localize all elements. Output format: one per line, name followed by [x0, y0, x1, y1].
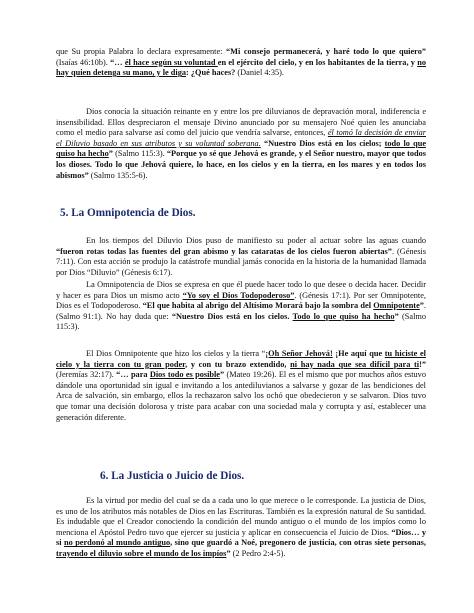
- quote-close: ”: [220, 370, 225, 380]
- quote-salmo-115: “Nuestro Dios está en los cielos;: [260, 138, 385, 148]
- quote-underlined: tu hiciste el cielo y la tierra con tu gran poder: [56, 349, 426, 369]
- text-run: (Mateo 19:26). El es el mismo que por muchos años estuvo dándole una oportunidad sin igual e invitando a los antediluvianos a salvarse y gozar de las bendiciones del Arca de salvación, sin embargo, ellos la rechazaron salvo los ochó que obedecieron y se salvaron. Dios tuvo que tomar una decisión dolorosa y triste para acabar con una sociedad mala y corrupta y así, establecer una generación diferente.: [56, 370, 426, 422]
- quote-salmo-135: “Porque yo sé que Jehová es grande, y el Señor nuestro, mayor que todos los dioses. Todo lo que Jehová quiere, lo hace, en los cielos y en la tierra, en los mares y en todos los abismos”: [56, 149, 426, 180]
- reference-daniel: (Daniel 4:35).: [235, 68, 284, 78]
- quote-underlined: trayendo el diluvio sobre el mundo de los impíos: [56, 548, 227, 558]
- text-run: Es la virtud por medio del cual se da a cada uno lo que merece o le corresponde. La justicia de Dios, es uno de los atributos más notables de Dios en las Escrituras. También es la expresión natural de Su santidad. Es indudable que el Creador conociendo la condición del mundo antiguo o el mundo de los impíos como lo menciona el Apóstol Pedro tuvo que ejercer su justicia y aplicar en consecuencia el Juicio de Dios.: [56, 496, 426, 537]
- reference-isaias: (Isaías 46:10b).: [56, 57, 111, 67]
- text-run: que Su propia Palabra lo declara expresamente:: [56, 47, 227, 56]
- reference-salmo-115: (Salmo 115:3).: [112, 149, 167, 159]
- quote-close: ”: [394, 311, 399, 321]
- paragraph-dios-omnipotente: [56, 349, 426, 423]
- text-run: . (Salmo 91:1). No hay duda que:: [56, 301, 426, 321]
- quote-underlined: todo lo que quiso ha hecho: [56, 138, 427, 159]
- text-run: . (Génesis 7:11). Con esta acción se produjo la catástrofe mundial jamás conocida en la historia de la humanidad llamada por Dios “Diluvio” (Génesis 6:17).: [56, 246, 426, 277]
- quote-salmo-91: “El que habita al abrigo del Altísimo Morará bajo la sombra del: [142, 301, 374, 311]
- quote-underlined: él hace según su voluntad: [124, 57, 218, 67]
- quote-underlined: Todo lo que quiso ha hecho: [292, 311, 395, 321]
- paragraph-diluvio-poder: [56, 236, 426, 278]
- quote-isaias: “Mi consejo permanecerá, y haré todo lo que quiero”: [226, 47, 426, 56]
- quote-pedro: “Dios… y si: [56, 527, 426, 548]
- section-heading-6: 6. La Justicia o Juicio de Dios.: [100, 470, 245, 482]
- quote-underlined: Omnipotente: [373, 301, 420, 311]
- quote-underlined: no perdonó al mundo antiguo: [63, 538, 171, 548]
- reference-salmo-115: (Salmo 115:3).: [56, 311, 427, 332]
- paragraph-noe: [56, 107, 426, 181]
- quote-salmo-115: “Nuestro Dios está en los cielos.: [171, 311, 293, 321]
- quote-underlined: ¡Oh Señor Jehová!: [265, 349, 333, 358]
- quote-jeremias: , y con tu brazo extendido,: [185, 359, 291, 369]
- text-run: El Dios Omnipotente que hizo los cielos y la tierra “: [86, 349, 266, 358]
- quote-mateo: “… para: [116, 370, 150, 380]
- reference-pedro: (2 Pedro 2:4-5).: [230, 548, 286, 558]
- text-run: Dios conocía la situación reinante en y entre los pre diluvianos de depravación moral, indiferencia e insensibilidad. Ellos despreciaron el mensaje Divino anunciado por su mensajero Noé quien les anunciaba como el medio para salvarse así como del juicio que vendría salvarse, entonces,: [56, 107, 426, 138]
- quote-underlined: no hay quien detenga su mano, y le diga: [56, 57, 426, 78]
- quote-daniel-end: : ¿Qué haces?: [186, 68, 236, 78]
- paragraph-justicia: [56, 496, 426, 560]
- quote-open: “…: [110, 57, 125, 67]
- quote-daniel: en el ejército del cielo, y en los habitantes de la tierra, y: [217, 57, 418, 67]
- quote-close: ”: [226, 548, 231, 558]
- quote-underlined: Dios todo es posible: [149, 370, 220, 380]
- quote-close: ”: [419, 301, 424, 311]
- text-run: En los tiempos del Diluvio Dios puso de manifiesto su poder al actuar sobre las aguas cuando: [86, 236, 426, 245]
- quote-close: !”: [419, 359, 427, 369]
- paragraph-omnipotencia: [56, 280, 426, 333]
- quote-underlined: ni hay nada que sea difícil para ti: [290, 359, 420, 369]
- reference-jeremias: (Jeremías 32:17).: [56, 370, 117, 380]
- section-heading-5: 5. La Omnipotencia de Dios.: [60, 207, 196, 219]
- quote-pedro: , sino que guardó a Noé, pregonero de justicia, con otras siete personas,: [170, 538, 426, 548]
- quote-close: ”: [108, 149, 113, 159]
- quote-genesis-7: “fueron rotas todas las fuentes del gran abismo y las cataratas de los cielos fueron abiertas”: [56, 246, 392, 256]
- text-run: . (Génesis 17:1). Por ser Omnipotente, Dios es el Todopoderoso.: [56, 290, 426, 311]
- italic-underlined-text: él tomó la decisión de enviar el Diluvio basado en sus atributos y su voluntad soberana.: [56, 128, 426, 148]
- quote-jeremias: ¡He aquí que: [332, 349, 385, 358]
- paragraph-daniel: [56, 47, 426, 79]
- text-run: La Omnipotencia de Dios se expresa en que él puede hacer todo lo que desee o decida hacer. Decidir y hacer es para Dios un mismo acto: [56, 280, 426, 300]
- reference-salmo-135: (Salmo 135:5-6).: [88, 170, 148, 180]
- quote-genesis-17: “Yo soy el Dios Todopoderoso”: [182, 290, 295, 300]
